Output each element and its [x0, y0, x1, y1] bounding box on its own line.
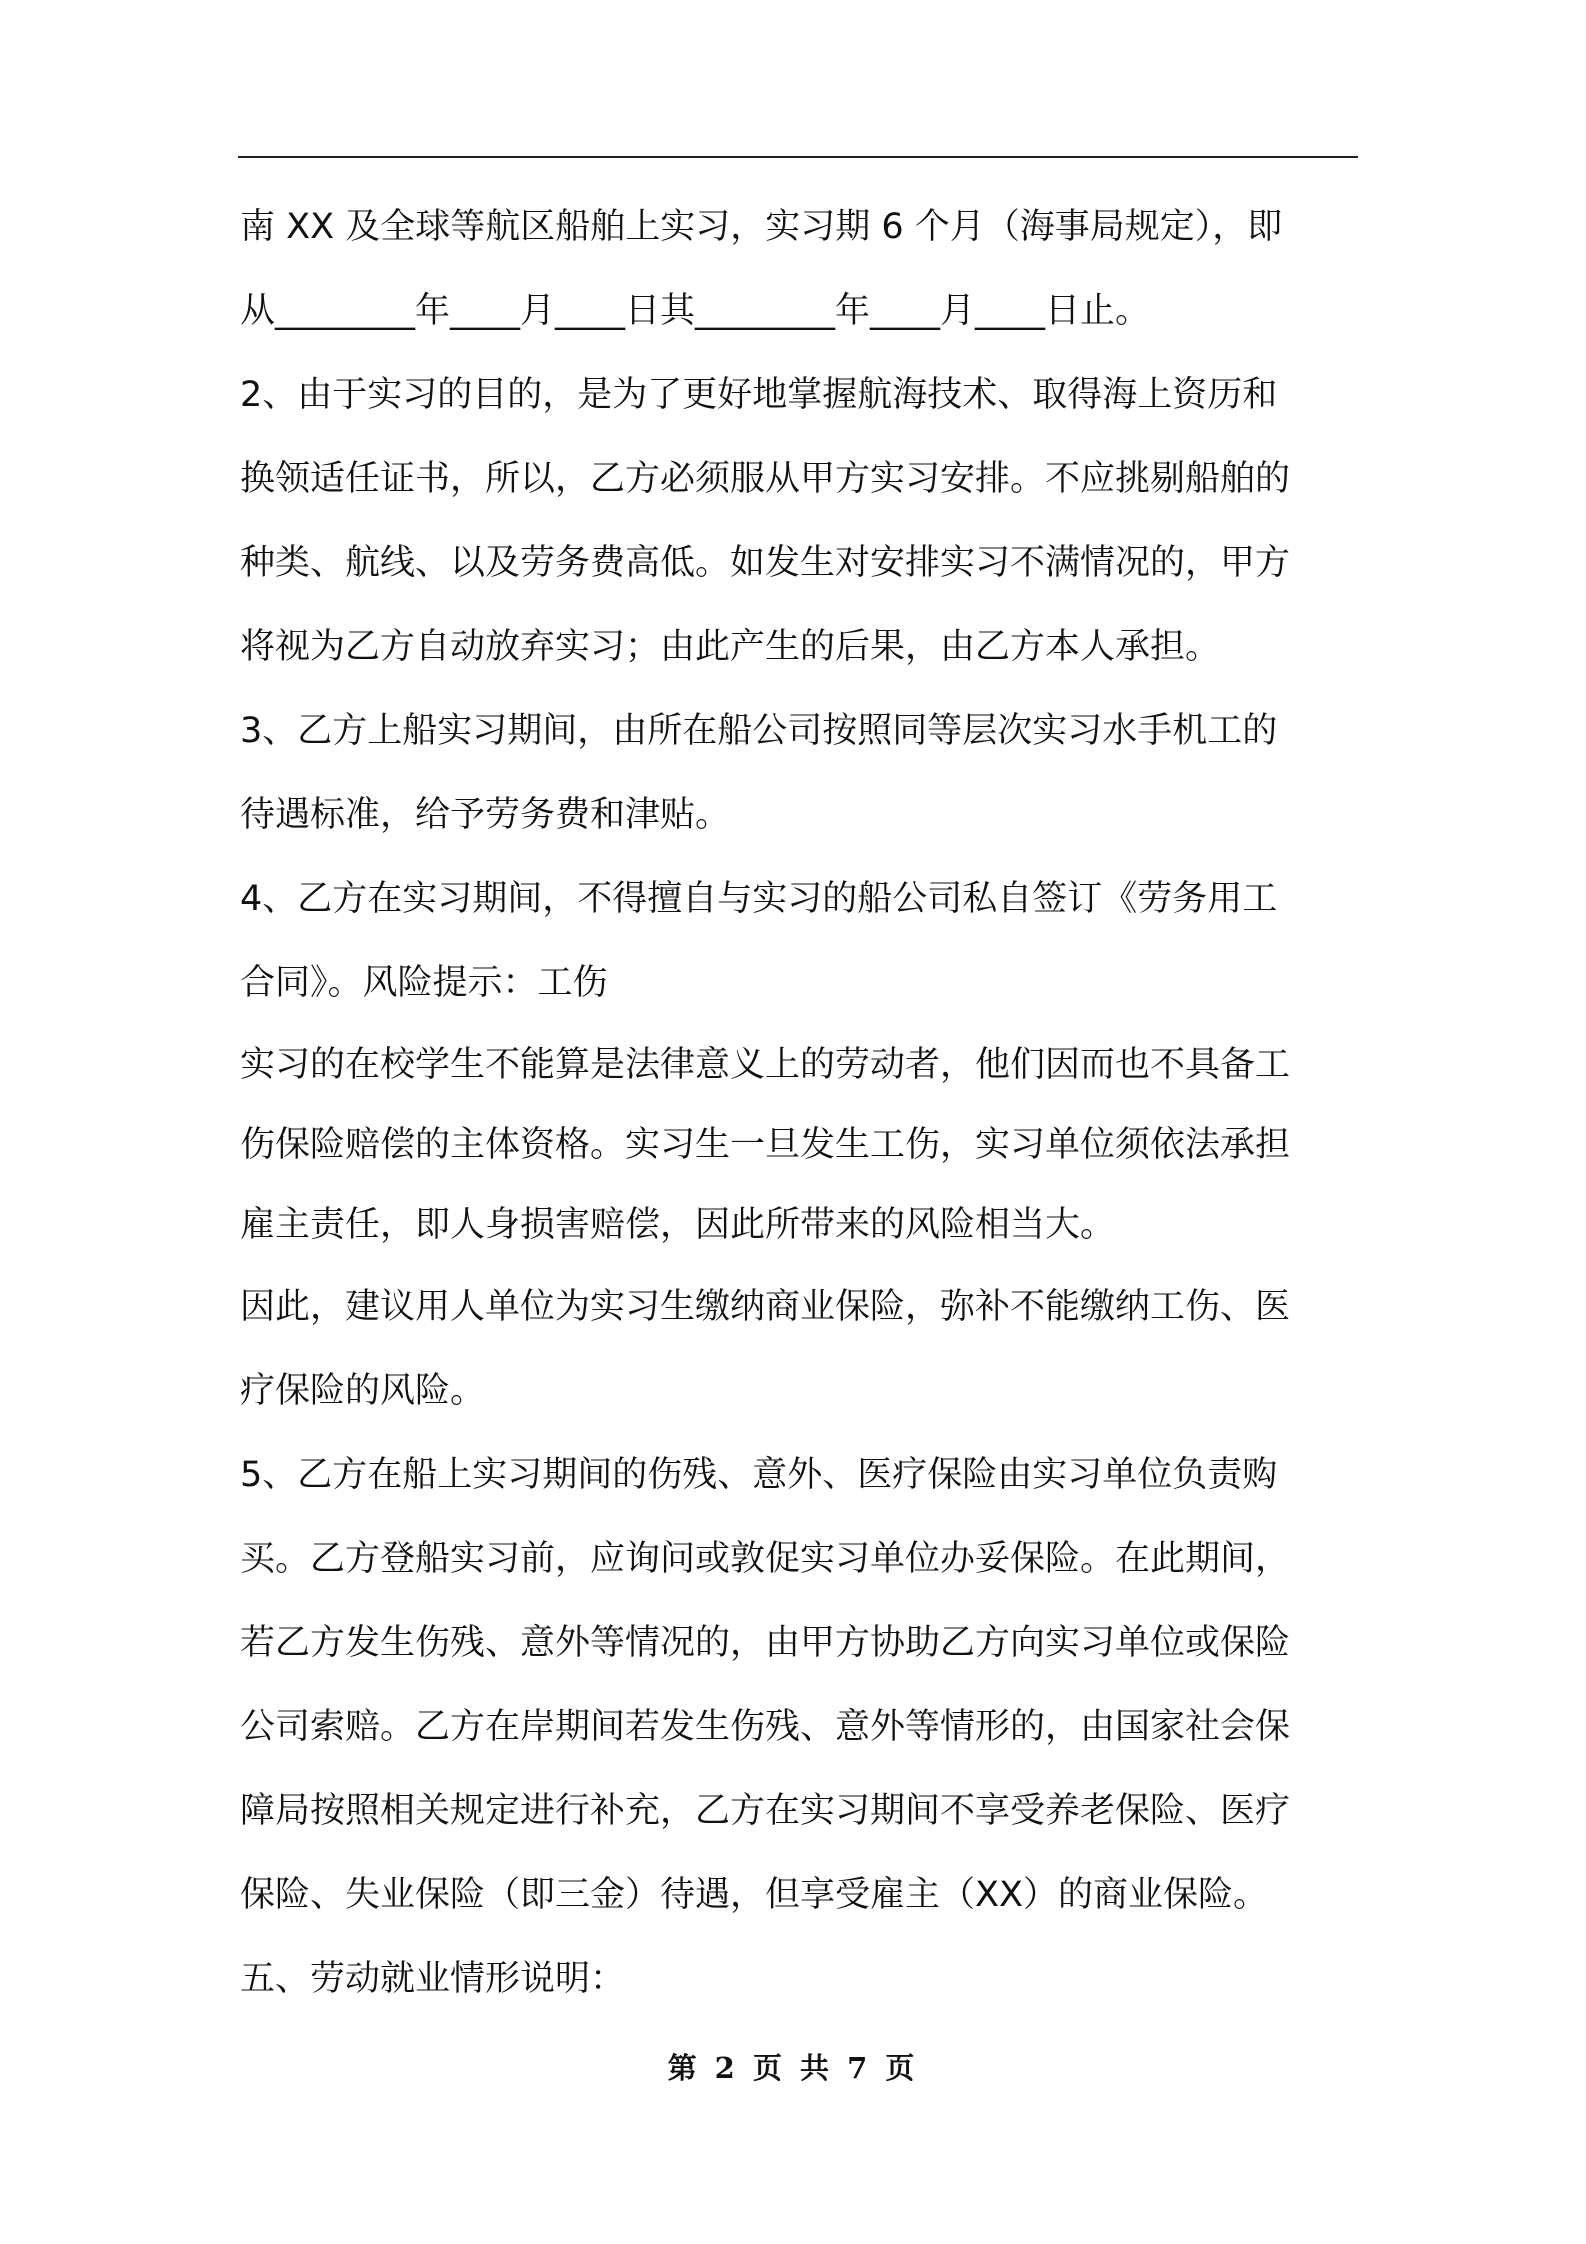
text-line: 从________年____月____日其________年____月____日止。	[240, 291, 1151, 331]
text-line: 障局按照相关规定进行补充，乙方在实习期间不享受养老保险、医疗	[240, 1791, 1291, 1831]
text-line: 3、乙方上船实习期间，由所在船公司按照同等层次实习水手机工的	[240, 711, 1278, 751]
page-number-footer: 第 2 页 共 7 页	[667, 2051, 919, 2085]
text-line: 五、劳动就业情形说明：	[240, 1959, 626, 1999]
text-line: 因此，建议用人单位为实习生缴纳商业保险，弥补不能缴纳工伤、医	[240, 1287, 1291, 1327]
text-line: 待遇标准，给予劳务费和津贴。	[240, 795, 731, 835]
text-line: 买。乙方登船实习前，应询问或敦促实习单位办妥保险。在此期间，	[240, 1539, 1291, 1579]
text-line: 合同》。风险提示：工伤	[240, 963, 608, 1003]
text-line: 伤保险赔偿的主体资格。实习生一旦发生工伤，实习单位须依法承担	[240, 1125, 1291, 1165]
text-line: 种类、航线、以及劳务费高低。如发生对安排实习不满情况的，甲方	[240, 543, 1291, 583]
text-line: 保险、失业保险（即三金）待遇，但享受雇主（XX）的商业保险。	[240, 1875, 1268, 1915]
text-line: 5、乙方在船上实习期间的伤残、意外、医疗保险由实习单位负责购	[240, 1455, 1278, 1495]
text-line: 若乙方发生伤残、意外等情况的，由甲方协助乙方向实习单位或保险	[240, 1623, 1291, 1663]
text-line: 4、乙方在实习期间，不得擅自与实习的船公司私自签订《劳务用工	[240, 879, 1278, 919]
text-line: 疗保险的风险。	[240, 1371, 486, 1411]
text-line: 公司索赔。乙方在岸期间若发生伤残、意外等情形的，由国家社会保	[240, 1707, 1291, 1747]
header-divider	[238, 156, 1358, 158]
text-line: 南 XX 及全球等航区船舶上实习，实习期 6 个月（海事局规定），即	[240, 207, 1283, 247]
text-line: 实习的在校学生不能算是法律意义上的劳动者，他们因而也不具备工	[240, 1045, 1291, 1085]
text-line: 将视为乙方自动放弃实习；由此产生的后果，由乙方本人承担。	[240, 627, 1221, 667]
text-line: 换领适任证书，所以，乙方必须服从甲方实习安排。不应挑剔船舶的	[240, 459, 1291, 499]
text-line: 雇主责任，即人身损害赔偿，因此所带来的风险相当大。	[240, 1205, 1116, 1245]
text-line: 2、由于实习的目的，是为了更好地掌握航海技术、取得海上资历和	[240, 375, 1278, 415]
document-body	[240, 185, 1360, 2021]
